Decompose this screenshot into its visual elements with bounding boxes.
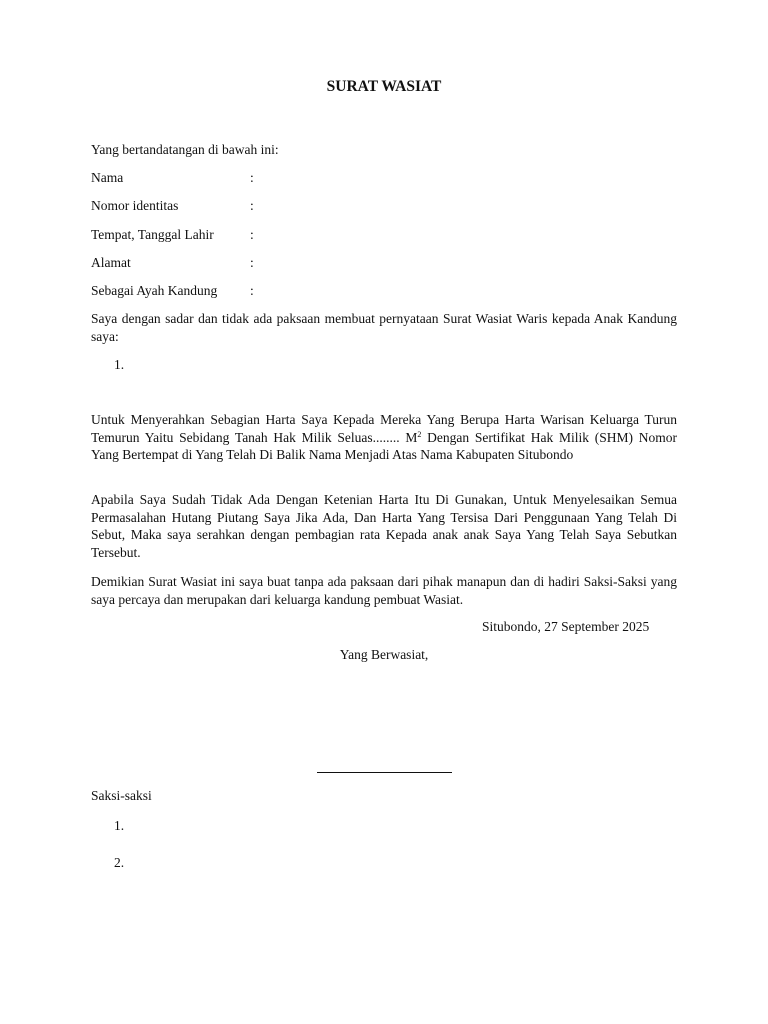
field-label-alamat: Alamat [91,255,131,270]
field-colon: : [250,283,254,298]
witness-list-item: 1. [114,818,125,833]
inheritance-text-start: Untuk Menyerahkan Sebagian Harta Saya Kepada Mereka Yang Berupa Harta Warisan Keluarga Turun Temurun Yaitu Sebidang Tanah Hak Milik Seluas........ [91,412,677,445]
debts-paragraph: Apabila Saya Sudah Tidak Ada Dengan Ketenian Harta Itu Di Gunakan, Untuk Menyelesaikan Semua Permasalahan Hutang Piutang Saya Jika Ada, Dan Harta Yang Tersisa Dari Penggunaan Yang Telah Di Sebut, Maka saya serahkan dengan pembagian rata Kepada anak anak Saya Yang Telah Saya Sebutkan Tersebut. [91,492,677,560]
intro-text: Yang bertandatangan di bawah ini: [91,142,279,157]
witness-list-item: 2. [114,855,125,870]
field-colon: : [250,227,254,242]
field-colon: : [250,255,254,270]
field-label-tempat-tanggal-lahir: Tempat, Tanggal Lahir [91,227,214,242]
child-list-item: 1. [114,357,125,372]
statement-paragraph: Saya dengan sadar dan tidak ada paksaan membuat pernyataan Surat Wasiat Waris kepada Anak Kandung saya: [91,311,677,344]
field-label-nama: Nama [91,170,124,185]
area-unit: M [405,429,418,445]
area-unit-superscript: 2 [417,429,422,439]
signature-line [317,772,452,773]
document-title: SURAT WASIAT [326,78,442,95]
field-colon: : [250,198,254,213]
inheritance-text-end: Dengan Sertifikat Hak Milik (SHM) Nomor Yang Bertempat di Yang Telah Di Balik Nama Menjadi Atas Nama Kabupaten Situbondo [91,429,677,462]
field-colon: : [250,170,254,185]
inheritance-paragraph [91,411,677,464]
witnesses-heading: Saksi-saksi [91,788,152,803]
closing-paragraph: Demikian Surat Wasiat ini saya buat tanpa ada paksaan dari pihak manapun dan di hadiri Saksi-Saksi yang saya percaya dan merupakan dari keluarga kandung pembuat Wasiat. [91,574,677,607]
place-and-date: Situbondo, 27 September 2025 [482,619,650,634]
field-label-nomor-identitas: Nomor identitas [91,198,179,213]
field-label-sebagai-ayah-kandung: Sebagai Ayah Kandung [91,283,218,298]
signature-title: Yang Berwasiat, [339,647,429,662]
